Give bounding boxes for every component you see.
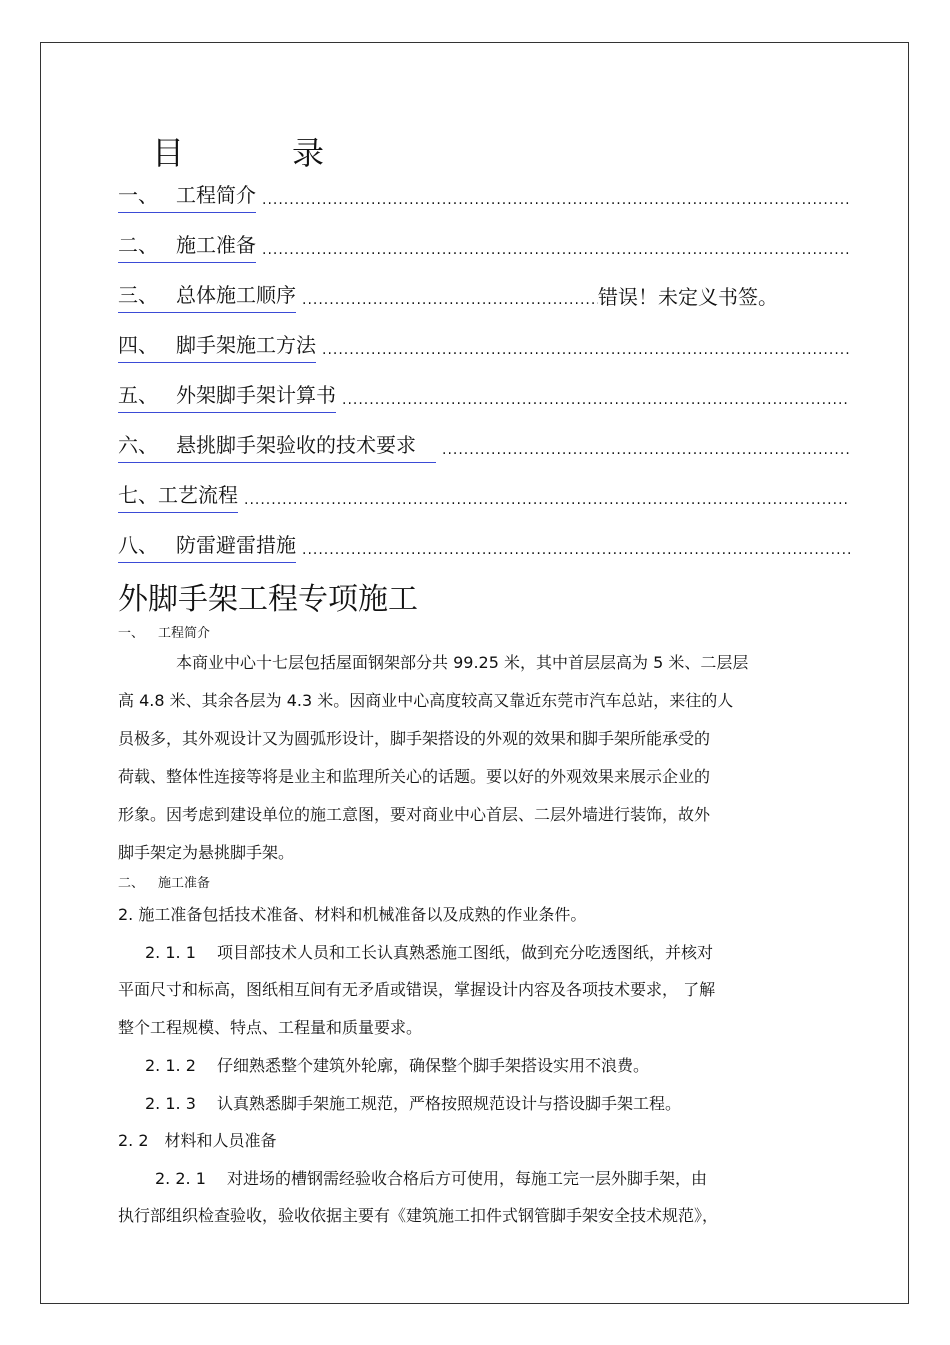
section-1-body: [118, 644, 838, 872]
toc-entry-1[interactable]: [118, 176, 850, 210]
toc-leader-dots: [302, 542, 850, 560]
paragraph-line: 2. 1. 1 项目部技术人员和工长认真熟悉施工图纸，做到充分吃透图纸，并核对: [145, 943, 713, 962]
toc-link[interactable]: 五、 外架脚手架计算书: [118, 379, 336, 410]
paragraph-line: 员极多，其外观设计又为圆弧形设计，脚手架搭设的外观的效果和脚手架所能承受的: [118, 729, 711, 748]
toc-link[interactable]: 四、 脚手架施工方法: [118, 329, 316, 360]
paragraph-line: 2. 1. 3 认真熟悉脚手架施工规范，严格按照规范设计与搭设脚手架工程。: [145, 1094, 681, 1113]
paragraph-line: 本商业中心十七层包括屋面钢架部分共 99.25 米，其中首层层高为 5 米、二层层: [176, 653, 749, 672]
paragraph-line: 形象。因考虑到建设单位的施工意图，要对商业中心首层、二层外墙进行装饰，故外: [118, 805, 711, 824]
toc-entry-5[interactable]: [118, 376, 850, 410]
paragraph-line: 高 4.8 米、其余各层为 4.3 米。因商业中心高度较高又靠近东莞市汽车总站，来往的人: [118, 691, 734, 710]
section-heading-1: 一、 工程简介: [118, 626, 211, 641]
toc-entry-3[interactable]: [118, 276, 850, 310]
toc-link[interactable]: 七、工艺流程: [118, 479, 238, 510]
toc-leader-dots: [442, 442, 850, 460]
toc-leader-dots: [262, 192, 850, 210]
toc-leader-dots: [302, 292, 598, 310]
toc-link[interactable]: 八、 防雷避雷措施: [118, 529, 296, 560]
paragraph-line: 整个工程规模、特点、工程量和质量要求。: [118, 1018, 423, 1037]
toc-link[interactable]: 三、 总体施工顺序: [118, 279, 296, 310]
paragraph-line: 脚手架定为悬挑脚手架。: [118, 843, 295, 862]
toc-title: [152, 128, 324, 174]
paragraph-line: 2. 2. 1 对进场的槽钢需经验收合格后方可使用，每施工完一层外脚手架，由: [155, 1169, 707, 1188]
toc-link[interactable]: 二、 施工准备: [118, 229, 256, 260]
toc-error-text: 错误！未定义书签。: [598, 285, 778, 309]
toc-leader-dots: [262, 242, 850, 260]
paragraph-line: 荷载、整体性连接等将是业主和监理所关心的话题。要以好的外观效果来展示企业的: [118, 767, 711, 786]
toc-entry-8[interactable]: [118, 526, 850, 560]
toc-title-left: 目: [152, 134, 185, 172]
toc-leader-dots: [322, 342, 850, 360]
toc-entry-2[interactable]: [118, 226, 850, 260]
paragraph-line: 2. 施工准备包括技术准备、材料和机械准备以及成熟的作业条件。: [118, 905, 587, 924]
toc-leader-dots: [342, 392, 850, 410]
toc-leader-dots: [244, 492, 850, 510]
section-heading-2: 二、 施工准备: [118, 876, 211, 891]
paragraph-line: 平面尺寸和标高，图纸相互间有无矛盾或错误，掌握设计内容及各项技术要求， 了解: [118, 980, 716, 999]
toc-entry-7[interactable]: [118, 476, 850, 510]
toc-entry-6[interactable]: [118, 426, 850, 460]
document-title: 外脚手架工程专项施工: [118, 582, 418, 617]
paragraph-line: 2. 1. 2 仔细熟悉整个建筑外轮廓，确保整个脚手架搭设实用不浪费。: [145, 1056, 649, 1075]
toc-link[interactable]: 一、 工程简介: [118, 179, 256, 210]
paragraph-line: 执行部组织检查验收，验收依据主要有《建筑施工扣件式钢管脚手架安全技术规范》，: [118, 1206, 719, 1225]
toc-title-right: 录: [292, 134, 325, 172]
toc-entry-4[interactable]: [118, 326, 850, 360]
paragraph-line: 2. 2 材料和人员准备: [118, 1131, 277, 1150]
toc-link[interactable]: 六、 悬挑脚手架验收的技术要求: [118, 429, 436, 460]
